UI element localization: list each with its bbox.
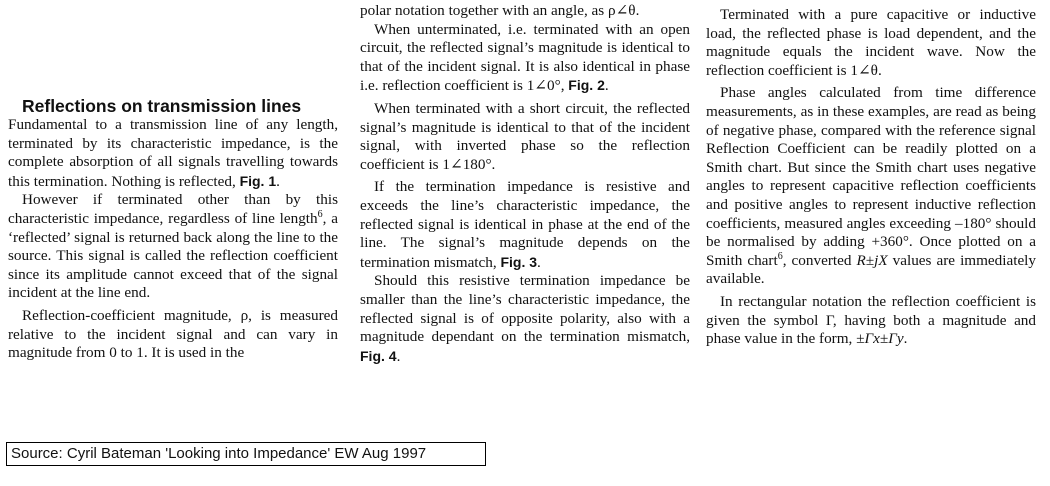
column-3: [706, 6, 1036, 349]
source-caption: Source: Cyril Bateman 'Looking into Impedance' EW Aug 1997: [6, 442, 486, 466]
column-2: [360, 2, 690, 366]
paragraph-reactive-load: Terminated with a pure capacitive or inductive load, the reflected phase is load dependent, and the magnitude equals the incident wave. Now the reflection coefficient is 1∠θ.: [706, 6, 1036, 79]
math-expression: ±Γx±Γy: [856, 330, 904, 348]
paragraph-2: However if terminated other than by this characteristic impedance, regardless of line length$^6$, a ‘reflected’ signal is returned back along the line to the source. This signal is called the reflection coefficient since its amplitude cannot exceed that of the signal incident at the line end.: [8, 191, 338, 302]
paragraph-resistive-high: If the termination impedance is resistive and exceeds the line’s characteristic impedance, the reflected signal is identical in phase at the end of the line. The signal’s magnitude depends on the termination mismatch, Fig. 3.: [360, 178, 690, 271]
column-1: [8, 96, 338, 363]
figure-ref-2: Fig. 2: [568, 77, 605, 94]
section-heading: Reflections on transmission lines: [22, 96, 302, 116]
paragraph-resistive-low: Should this resistive termination impedance be smaller than the line’s characteristic impedance, the reflected signal is of opposite polarity, also with a magnitude dependant on the termination mismatch, Fig. 4.: [360, 272, 690, 365]
footnote-ref: 6: [317, 208, 323, 220]
paragraph-short-circuit: When terminated with a short circuit, the reflected signal’s magnitude is identical to that of the incident signal, with inverted phase so the reflection coefficient is 1∠180°.: [360, 99, 690, 173]
math-expression: R±jX: [856, 251, 888, 269]
paragraph-phase-angles: Phase angles calculated from time difference measurements, as in these examples, are read as being of negative phase, compared with the reference signal Reflection Coefficient can be readily plotted on a Smith chart. But since the Smith chart uses negative angles to represent capacitive reflection coefficients and positive angles to represent inductive reflection coefficients, measured angles exceeding –180° should be normalised by adding +360°. Once plotted on a Smith chart$^6$, converted R±jX values are immediately available.: [706, 84, 1036, 288]
figure-ref-3: Fig. 3: [500, 253, 538, 270]
paragraph-3: Reflection-coefficient magnitude, ρ, is measured relative to the incident signal and can vary in magnitude from 0 to 1. It is used in the: [8, 306, 338, 362]
paragraph-open-circuit: When unterminated, i.e. terminated with an open circuit, the reflected signal’s magnitude is identical to that of the incident signal. It is also identical in phase i.e. reflection coefficient is 1∠0°, Fig. 2.: [360, 20, 690, 95]
figure-ref-1: Fig. 1: [239, 172, 277, 189]
figure-ref-4: Fig. 4: [360, 347, 397, 364]
paragraph-continued: polar notation together with an angle, as ρ∠θ.: [360, 2, 640, 19]
paragraph-rectangular-notation: In rectangular notation the reflection coefficient is given the symbol Γ, having both a magnitude and phase value in the form, ±Γx±Γy.: [706, 292, 1036, 348]
footnote-ref: 6: [777, 250, 783, 262]
paragraph-1: Fundamental to a transmission line of any length, terminated by its characteristic impedance, is the complete absorption of all signals travelling towards this termination. Nothing is reflected, Fig. 1.: [8, 116, 338, 190]
